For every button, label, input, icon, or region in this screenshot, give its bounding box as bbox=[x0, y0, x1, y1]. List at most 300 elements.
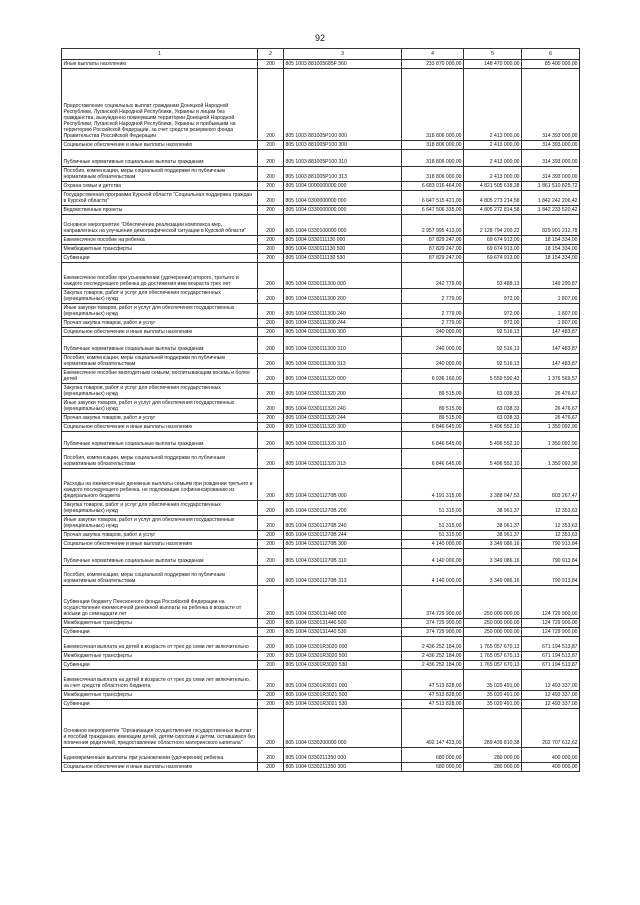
table-row bbox=[62, 627, 580, 636]
row-executed-amount: 280 000,00 bbox=[464, 747, 522, 762]
row-classification-code: 805 1004 0330211350 300 bbox=[284, 762, 402, 771]
header-col-4: 4 bbox=[402, 49, 464, 60]
table-row bbox=[62, 368, 580, 383]
row-classification-code: 805 1004 0330111300 310 bbox=[284, 336, 402, 353]
row-remaining-amount: 400 000,00 bbox=[522, 747, 580, 762]
row-name: Единовременные выплаты при усыновлении (удочерении) ребенка bbox=[62, 747, 258, 762]
row-remaining-amount: 1 842 233 520,42 bbox=[522, 205, 580, 214]
table-row bbox=[62, 747, 580, 762]
row-remaining-amount: 1 807,00 bbox=[522, 318, 580, 327]
row-remaining-amount: 26 476,67 bbox=[522, 383, 580, 398]
table-row bbox=[62, 413, 580, 422]
row-approved-amount: 680 000,00 bbox=[402, 747, 464, 762]
row-remaining-amount: 12 353,63 bbox=[522, 500, 580, 515]
row-remaining-amount: 124 729 900,00 bbox=[522, 627, 580, 636]
row-admin-code: 200 bbox=[258, 149, 284, 166]
row-admin-code: 200 bbox=[258, 262, 284, 288]
table-row bbox=[62, 565, 580, 585]
row-classification-code: 805 1004 0330111300 240 bbox=[284, 303, 402, 318]
row-executed-amount: 3 349 086,16 bbox=[464, 565, 522, 585]
row-admin-code: 200 bbox=[258, 448, 284, 468]
row-classification-code: 805 1004 0330200000 000 bbox=[284, 708, 402, 747]
row-classification-code: 805 1004 0330111320 300 bbox=[284, 422, 402, 431]
row-approved-amount: 89 515,00 bbox=[402, 413, 464, 422]
row-approved-amount: 47 513 828,00 bbox=[402, 699, 464, 708]
row-classification-code: 805 1004 0330111300 244 bbox=[284, 318, 402, 327]
row-admin-code: 200 bbox=[258, 353, 284, 368]
header-col-2: 2 bbox=[258, 49, 284, 60]
table-row bbox=[62, 500, 580, 515]
row-name: Прочая закупка товаров, работ и услуг bbox=[62, 413, 258, 422]
row-approved-amount: 318 806 000,00 bbox=[402, 149, 464, 166]
row-approved-amount: 242 779,00 bbox=[402, 262, 464, 288]
row-name: Субвенции бюджету Пенсионного фонда Российской Федерации на осуществление ежемесячной денежной выплаты на ребенка в возрасте от восьми до семнадцати лет bbox=[62, 585, 258, 618]
header-row bbox=[62, 49, 580, 60]
row-name: Предоставление социальных выплат гражданам Донецкой Народной Республики, Луганской Народной Республики, Украины и лицам без гражданства, вынужденно покинувшим территории Донецкой Народной Республики, Луганской Народной Республики, Украины и прибывшим на территорию Российской Федерации, за счет средств резервного фонда Правительства Российской Федерации bbox=[62, 68, 258, 140]
row-approved-amount: 87 829 247,00 bbox=[402, 235, 464, 244]
table-row bbox=[62, 669, 580, 690]
row-classification-code: 805 1004 0330111320 240 bbox=[284, 398, 402, 413]
row-approved-amount: 47 513 828,00 bbox=[402, 690, 464, 699]
row-admin-code: 200 bbox=[258, 660, 284, 669]
row-admin-code: 200 bbox=[258, 669, 284, 690]
row-remaining-amount: 124 729 900,00 bbox=[522, 618, 580, 627]
table-row bbox=[62, 353, 580, 368]
row-name: Субвенции bbox=[62, 660, 258, 669]
row-classification-code: 805 1004 033011270В 310 bbox=[284, 548, 402, 565]
row-classification-code: 805 1003 881005P100 313 bbox=[284, 166, 402, 181]
row-executed-amount: 69 674 913,00 bbox=[464, 235, 522, 244]
row-remaining-amount: 1 350 092,90 bbox=[522, 448, 580, 468]
row-executed-amount: 63 038,33 bbox=[464, 413, 522, 422]
row-name: Субвенции bbox=[62, 627, 258, 636]
row-name: Ежемесячное пособие при усыновлении (удочерении) второго, третьего и каждого последующего ребенка до достижения ими возраста трех лет bbox=[62, 262, 258, 288]
row-classification-code: 805 1004 0330111320 000 bbox=[284, 368, 402, 383]
row-name: Межбюджетные трансферты bbox=[62, 690, 258, 699]
row-admin-code: 200 bbox=[258, 762, 284, 771]
row-name: Субвенции bbox=[62, 699, 258, 708]
row-remaining-amount: 1 861 510 825,72 bbox=[522, 181, 580, 190]
row-executed-amount: 1 765 057 670,13 bbox=[464, 636, 522, 651]
row-approved-amount: 2 779,00 bbox=[402, 303, 464, 318]
row-admin-code: 200 bbox=[258, 747, 284, 762]
row-executed-amount: 2 128 794 200,22 bbox=[464, 214, 522, 235]
table-row bbox=[62, 651, 580, 660]
row-executed-amount: 250 000 000,00 bbox=[464, 627, 522, 636]
row-name: Пособия, компенсации, меры социальной поддержки по публичным нормативным обязательствам bbox=[62, 353, 258, 368]
row-classification-code: 805 1004 0330131440 000 bbox=[284, 585, 402, 618]
row-classification-code: 805 1004 0330211350 000 bbox=[284, 747, 402, 762]
row-admin-code: 200 bbox=[258, 636, 284, 651]
row-executed-amount: 972,00 bbox=[464, 318, 522, 327]
table-row bbox=[62, 383, 580, 398]
row-admin-code: 200 bbox=[258, 303, 284, 318]
row-remaining-amount: 790 913,84 bbox=[522, 548, 580, 565]
row-approved-amount: 240 000,00 bbox=[402, 327, 464, 336]
row-executed-amount: 5 496 552,10 bbox=[464, 431, 522, 448]
row-classification-code: 805 1004 033011270В 200 bbox=[284, 500, 402, 515]
row-name: Социальное обеспечение и иные выплаты населению bbox=[62, 422, 258, 431]
row-executed-amount: 92 516,13 bbox=[464, 327, 522, 336]
row-classification-code: 805 1004 0300000000 000 bbox=[284, 190, 402, 205]
row-approved-amount: 240 000,00 bbox=[402, 336, 464, 353]
table-row bbox=[62, 515, 580, 530]
row-name: Публичные нормативные социальные выплаты гражданам bbox=[62, 149, 258, 166]
row-approved-amount: 492 147 423,00 bbox=[402, 708, 464, 747]
row-approved-amount: 2 779,00 bbox=[402, 318, 464, 327]
row-executed-amount: 3 349 086,16 bbox=[464, 548, 522, 565]
row-executed-amount: 250 000 000,00 bbox=[464, 585, 522, 618]
row-classification-code: 805 1004 0330131440 500 bbox=[284, 618, 402, 627]
row-executed-amount: 5 559 590,43 bbox=[464, 368, 522, 383]
row-approved-amount: 6 936 160,00 bbox=[402, 368, 464, 383]
row-remaining-amount: 12 493 337,00 bbox=[522, 690, 580, 699]
table-row bbox=[62, 140, 580, 149]
row-executed-amount: 92 516,13 bbox=[464, 353, 522, 368]
row-admin-code: 200 bbox=[258, 422, 284, 431]
table-row bbox=[62, 431, 580, 448]
table-row bbox=[62, 336, 580, 353]
row-admin-code: 200 bbox=[258, 368, 284, 383]
row-remaining-amount: 829 901 212,78 bbox=[522, 214, 580, 235]
row-admin-code: 200 bbox=[258, 530, 284, 539]
table-row bbox=[62, 708, 580, 747]
row-approved-amount: 2 436 252 184,00 bbox=[402, 636, 464, 651]
row-classification-code: 805 1004 033011270В 240 bbox=[284, 515, 402, 530]
row-name: Ежемесячное пособие на ребенка bbox=[62, 235, 258, 244]
row-remaining-amount: 1 842 242 206,42 bbox=[522, 190, 580, 205]
row-name: Межбюджетные трансферты bbox=[62, 618, 258, 627]
row-classification-code: 805 1004 03301R3020 500 bbox=[284, 651, 402, 660]
row-name: Прочая закупка товаров, работ и услуг bbox=[62, 318, 258, 327]
row-approved-amount: 680 000,00 bbox=[402, 762, 464, 771]
row-executed-amount: 5 496 552,10 bbox=[464, 448, 522, 468]
row-classification-code: 805 1004 0330100000 000 bbox=[284, 214, 402, 235]
row-approved-amount: 2 436 252 184,00 bbox=[402, 660, 464, 669]
row-remaining-amount: 671 194 513,87 bbox=[522, 660, 580, 669]
row-approved-amount: 4 140 000,00 bbox=[402, 565, 464, 585]
row-remaining-amount: 202 707 612,62 bbox=[522, 708, 580, 747]
table-row bbox=[62, 262, 580, 288]
row-name: Пособия, компенсации, меры социальной поддержки по публичным нормативным обязательствам bbox=[62, 166, 258, 181]
row-remaining-amount: 147 483,87 bbox=[522, 327, 580, 336]
row-classification-code: 805 1004 0330111130 500 bbox=[284, 244, 402, 253]
row-admin-code: 200 bbox=[258, 413, 284, 422]
row-name: Закупка товаров, работ и услуг для обеспечения государственных (муниципальных) нужд bbox=[62, 383, 258, 398]
row-classification-code: 805 1004 0330111320 200 bbox=[284, 383, 402, 398]
row-approved-amount: 51 315,00 bbox=[402, 515, 464, 530]
row-remaining-amount: 314 393 000,00 bbox=[522, 140, 580, 149]
row-name: Расходы на ежемесячные денежные выплаты семьям при рождении третьего и каждого последующего ребенка, не подлежащие софинансированию из федерального бюджета bbox=[62, 468, 258, 500]
table-row bbox=[62, 448, 580, 468]
row-remaining-amount: 803 267,47 bbox=[522, 468, 580, 500]
row-approved-amount: 318 806 000,00 bbox=[402, 68, 464, 140]
table-row bbox=[62, 318, 580, 327]
row-executed-amount: 148 470 000,00 bbox=[464, 59, 522, 68]
row-executed-amount: 1 765 057 670,13 bbox=[464, 660, 522, 669]
row-name: Публичные нормативные социальные выплаты гражданам bbox=[62, 336, 258, 353]
row-name: Социальное обеспечение и иные выплаты населению bbox=[62, 327, 258, 336]
row-classification-code: 805 1004 033011270В 313 bbox=[284, 565, 402, 585]
row-admin-code: 200 bbox=[258, 68, 284, 140]
row-remaining-amount: 314 393 000,00 bbox=[522, 149, 580, 166]
row-classification-code: 805 1004 03301R3021 000 bbox=[284, 669, 402, 690]
row-approved-amount: 374 729 900,00 bbox=[402, 585, 464, 618]
row-classification-code: 805 1004 033011270В 300 bbox=[284, 539, 402, 548]
table-row bbox=[62, 398, 580, 413]
row-executed-amount: 35 020 491,00 bbox=[464, 699, 522, 708]
row-approved-amount: 240 000,00 bbox=[402, 353, 464, 368]
table-row bbox=[62, 244, 580, 253]
table-row bbox=[62, 149, 580, 166]
table-row bbox=[62, 68, 580, 140]
row-remaining-amount: 1 350 092,90 bbox=[522, 422, 580, 431]
row-name: Ежемесячное пособие многодетным семьям, воспитывающим восемь и более детей bbox=[62, 368, 258, 383]
row-remaining-amount: 149 290,87 bbox=[522, 262, 580, 288]
row-remaining-amount: 314 393 000,00 bbox=[522, 68, 580, 140]
row-approved-amount: 6 647 506 335,00 bbox=[402, 205, 464, 214]
row-name: Основное мероприятие "Организация осуществления государственных выплат и пособий гражданам, имеющим детей, детям-сиротам и детям, оставшимся без попечения родителей, предоставление областного материнского капитала" bbox=[62, 708, 258, 747]
row-executed-amount: 4 805 273 214,58 bbox=[464, 190, 522, 205]
row-name: Государственная программа Курской области "Социальная поддержка граждан в Курской области" bbox=[62, 190, 258, 205]
row-remaining-amount: 671 194 513,87 bbox=[522, 636, 580, 651]
table-row bbox=[62, 690, 580, 699]
row-admin-code: 200 bbox=[258, 235, 284, 244]
row-classification-code: 805 1004 03301R3020 530 bbox=[284, 660, 402, 669]
row-name: Прочая закупка товаров, работ и услуг bbox=[62, 530, 258, 539]
row-executed-amount: 972,00 bbox=[464, 288, 522, 303]
row-remaining-amount: 12 493 337,00 bbox=[522, 699, 580, 708]
row-executed-amount: 250 000 000,00 bbox=[464, 618, 522, 627]
row-name: Межбюджетные трансферты bbox=[62, 244, 258, 253]
table-row bbox=[62, 422, 580, 431]
table-row bbox=[62, 205, 580, 214]
row-remaining-amount: 26 476,67 bbox=[522, 398, 580, 413]
row-classification-code: 805 1004 0330111300 313 bbox=[284, 353, 402, 368]
table-row bbox=[62, 303, 580, 318]
row-classification-code: 805 1004 033011270В 244 bbox=[284, 530, 402, 539]
row-executed-amount: 2 413 000,00 bbox=[464, 149, 522, 166]
row-classification-code: 805 1004 0330111300 200 bbox=[284, 288, 402, 303]
table-row bbox=[62, 636, 580, 651]
row-executed-amount: 972,00 bbox=[464, 303, 522, 318]
row-remaining-amount: 147 483,87 bbox=[522, 336, 580, 353]
table-row bbox=[62, 548, 580, 565]
table-row bbox=[62, 699, 580, 708]
row-classification-code: 805 1003 881005685F 360 bbox=[284, 59, 402, 68]
row-approved-amount: 47 513 828,00 bbox=[402, 669, 464, 690]
row-approved-amount: 374 729 900,00 bbox=[402, 627, 464, 636]
row-approved-amount: 87 829 247,00 bbox=[402, 244, 464, 253]
row-admin-code: 200 bbox=[258, 627, 284, 636]
row-executed-amount: 3 349 086,16 bbox=[464, 539, 522, 548]
table-row bbox=[62, 585, 580, 618]
row-name: Пособия, компенсации, меры социальной поддержки по публичным нормативным обязательствам bbox=[62, 448, 258, 468]
row-approved-amount: 6 683 016 464,00 bbox=[402, 181, 464, 190]
row-admin-code: 200 bbox=[258, 59, 284, 68]
row-name: Пособия, компенсации, меры социальной поддержки по публичным нормативным обязательствам bbox=[62, 565, 258, 585]
table-row bbox=[62, 190, 580, 205]
row-name: Иные закупки товаров, работ и услуг для обеспечения государственных (муниципальных) нужд bbox=[62, 398, 258, 413]
row-admin-code: 200 bbox=[258, 398, 284, 413]
row-executed-amount: 92 516,13 bbox=[464, 336, 522, 353]
row-executed-amount: 35 020 491,00 bbox=[464, 690, 522, 699]
row-admin-code: 200 bbox=[258, 708, 284, 747]
row-approved-amount: 6 846 645,00 bbox=[402, 448, 464, 468]
row-name: Закупка товаров, работ и услуг для обеспечения государственных (муниципальных) нужд bbox=[62, 288, 258, 303]
row-admin-code: 200 bbox=[258, 140, 284, 149]
row-approved-amount: 4 140 000,00 bbox=[402, 539, 464, 548]
row-remaining-amount: 85 400 000,00 bbox=[522, 59, 580, 68]
table-row bbox=[62, 539, 580, 548]
table-row bbox=[62, 530, 580, 539]
row-name: Публичные нормативные социальные выплаты гражданам bbox=[62, 548, 258, 565]
row-name: Охрана семьи и детства bbox=[62, 181, 258, 190]
row-executed-amount: 38 961,37 bbox=[464, 515, 522, 530]
table-row bbox=[62, 288, 580, 303]
table-row bbox=[62, 214, 580, 235]
row-admin-code: 200 bbox=[258, 548, 284, 565]
row-remaining-amount: 1 807,00 bbox=[522, 303, 580, 318]
budget-table bbox=[61, 48, 580, 772]
row-executed-amount: 38 961,37 bbox=[464, 500, 522, 515]
row-classification-code: 805 1004 03301R3021 500 bbox=[284, 690, 402, 699]
row-classification-code: 805 1004 0330111320 244 bbox=[284, 413, 402, 422]
page-number: 92 bbox=[314, 33, 325, 43]
row-executed-amount: 4 821 505 638,28 bbox=[464, 181, 522, 190]
row-approved-amount: 6 846 645,00 bbox=[402, 431, 464, 448]
row-executed-amount: 63 038,33 bbox=[464, 398, 522, 413]
row-executed-amount: 93 488,13 bbox=[464, 262, 522, 288]
row-approved-amount: 51 315,00 bbox=[402, 500, 464, 515]
row-approved-amount: 4 140 000,00 bbox=[402, 548, 464, 565]
row-executed-amount: 38 961,37 bbox=[464, 530, 522, 539]
row-classification-code: 805 1004 0330111300 300 bbox=[284, 327, 402, 336]
table-row bbox=[62, 762, 580, 771]
row-executed-amount: 3 388 047,53 bbox=[464, 468, 522, 500]
row-classification-code: 805 1004 03301R3020 000 bbox=[284, 636, 402, 651]
row-remaining-amount: 400 000,00 bbox=[522, 762, 580, 771]
row-name: Ежемесячная выплата на детей в возрасте от трех до семи лет включительно bbox=[62, 636, 258, 651]
row-name: Субвенции bbox=[62, 253, 258, 262]
row-admin-code: 200 bbox=[258, 585, 284, 618]
row-admin-code: 200 bbox=[258, 539, 284, 548]
row-approved-amount: 318 806 000,00 bbox=[402, 166, 464, 181]
row-name: Ведомственные проекты bbox=[62, 205, 258, 214]
row-executed-amount: 5 496 552,10 bbox=[464, 422, 522, 431]
table-row bbox=[62, 235, 580, 244]
row-classification-code: 805 1004 0330000000 000 bbox=[284, 205, 402, 214]
row-executed-amount: 2 413 000,00 bbox=[464, 166, 522, 181]
row-classification-code: 805 1003 881005P100 300 bbox=[284, 140, 402, 149]
row-name: Иные закупки товаров, работ и услуг для обеспечения государственных (муниципальных) нужд bbox=[62, 303, 258, 318]
row-executed-amount: 2 413 000,00 bbox=[464, 68, 522, 140]
row-classification-code: 805 1003 881005P100 310 bbox=[284, 149, 402, 166]
row-admin-code: 200 bbox=[258, 651, 284, 660]
row-admin-code: 200 bbox=[258, 336, 284, 353]
row-remaining-amount: 1 376 569,57 bbox=[522, 368, 580, 383]
row-classification-code: 805 1004 0330131440 530 bbox=[284, 627, 402, 636]
row-remaining-amount: 671 194 513,87 bbox=[522, 651, 580, 660]
row-executed-amount: 2 413 000,00 bbox=[464, 140, 522, 149]
row-approved-amount: 89 515,00 bbox=[402, 383, 464, 398]
row-approved-amount: 2 779,00 bbox=[402, 288, 464, 303]
table-row bbox=[62, 660, 580, 669]
row-admin-code: 200 bbox=[258, 383, 284, 398]
row-admin-code: 200 bbox=[258, 327, 284, 336]
header-col-5: 5 bbox=[464, 49, 522, 60]
row-remaining-amount: 12 493 337,00 bbox=[522, 669, 580, 690]
row-classification-code: 805 1004 0330111320 313 bbox=[284, 448, 402, 468]
table-row bbox=[62, 181, 580, 190]
row-executed-amount: 289 439 810,38 bbox=[464, 708, 522, 747]
row-classification-code: 805 1003 881005P100 000 bbox=[284, 68, 402, 140]
row-approved-amount: 6 846 645,00 bbox=[402, 422, 464, 431]
table-row bbox=[62, 618, 580, 627]
row-remaining-amount: 1 807,00 bbox=[522, 288, 580, 303]
row-name: Ежемесячная выплата на детей в возрасте от трех до семи лет включительно, за счет средств областного бюджета bbox=[62, 669, 258, 690]
table-row bbox=[62, 253, 580, 262]
row-admin-code: 200 bbox=[258, 166, 284, 181]
row-name: Социальное обеспечение и иные выплаты населению bbox=[62, 140, 258, 149]
row-executed-amount: 69 674 913,00 bbox=[464, 253, 522, 262]
row-admin-code: 200 bbox=[258, 699, 284, 708]
header-col-1: 1 bbox=[62, 49, 258, 60]
row-admin-code: 200 bbox=[258, 205, 284, 214]
table-row bbox=[62, 59, 580, 68]
row-remaining-amount: 790 913,84 bbox=[522, 539, 580, 548]
row-admin-code: 200 bbox=[258, 190, 284, 205]
row-approved-amount: 4 191 315,00 bbox=[402, 468, 464, 500]
row-admin-code: 200 bbox=[258, 244, 284, 253]
row-classification-code: 805 1004 0330111130 000 bbox=[284, 235, 402, 244]
row-admin-code: 200 bbox=[258, 565, 284, 585]
row-admin-code: 200 bbox=[258, 690, 284, 699]
header-col-3: 3 bbox=[284, 49, 402, 60]
row-remaining-amount: 18 154 334,00 bbox=[522, 244, 580, 253]
row-executed-amount: 4 805 272 814,58 bbox=[464, 205, 522, 214]
row-executed-amount: 69 674 913,00 bbox=[464, 244, 522, 253]
row-admin-code: 200 bbox=[258, 431, 284, 448]
row-classification-code: 805 1004 0000000000 000 bbox=[284, 181, 402, 190]
row-admin-code: 200 bbox=[258, 515, 284, 530]
row-approved-amount: 51 315,00 bbox=[402, 530, 464, 539]
row-name: Иные закупки товаров, работ и услуг для обеспечения государственных (муниципальных) нужд bbox=[62, 515, 258, 530]
row-admin-code: 200 bbox=[258, 500, 284, 515]
row-admin-code: 200 bbox=[258, 214, 284, 235]
row-approved-amount: 318 806 000,00 bbox=[402, 140, 464, 149]
row-admin-code: 200 bbox=[258, 318, 284, 327]
row-executed-amount: 280 000,00 bbox=[464, 762, 522, 771]
row-approved-amount: 87 829 247,00 bbox=[402, 253, 464, 262]
row-approved-amount: 2 957 995 413,00 bbox=[402, 214, 464, 235]
row-remaining-amount: 12 353,63 bbox=[522, 515, 580, 530]
row-remaining-amount: 314 393 000,00 bbox=[522, 166, 580, 181]
row-name: Иные выплаты населению bbox=[62, 59, 258, 68]
row-classification-code: 805 1004 0330111300 000 bbox=[284, 262, 402, 288]
row-name: Межбюджетные трансферты bbox=[62, 651, 258, 660]
row-executed-amount: 35 020 491,00 bbox=[464, 669, 522, 690]
row-remaining-amount: 12 353,63 bbox=[522, 530, 580, 539]
row-remaining-amount: 790 913,84 bbox=[522, 565, 580, 585]
table-row bbox=[62, 327, 580, 336]
row-admin-code: 200 bbox=[258, 181, 284, 190]
row-approved-amount: 374 729 900,00 bbox=[402, 618, 464, 627]
row-classification-code: 805 1004 0330111130 530 bbox=[284, 253, 402, 262]
row-remaining-amount: 1 350 092,90 bbox=[522, 431, 580, 448]
row-executed-amount: 1 765 057 670,13 bbox=[464, 651, 522, 660]
row-name: Закупка товаров, работ и услуг для обеспечения государственных (муниципальных) нужд bbox=[62, 500, 258, 515]
